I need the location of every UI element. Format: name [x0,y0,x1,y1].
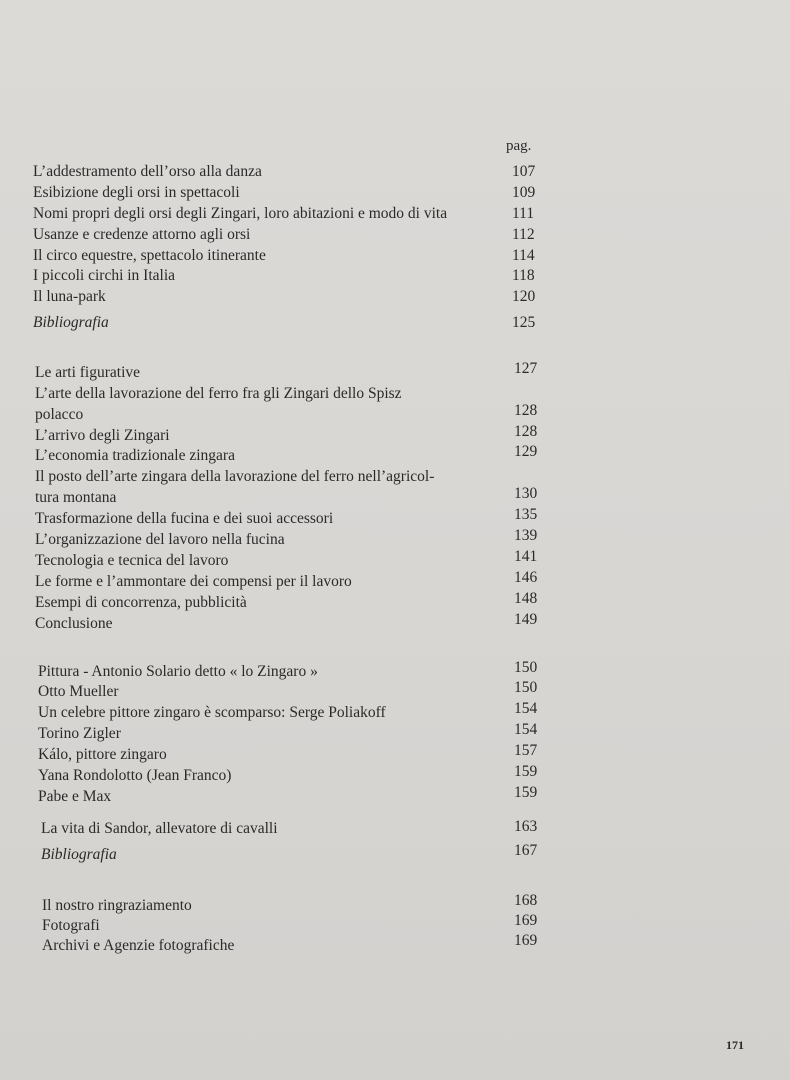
toc-entry [0,611,560,634]
toc-entry-title: Bibliografia [33,314,109,331]
toc-entry-title: Pabe e Max [38,788,112,805]
toc-entry-page: 169 [514,912,538,929]
toc-entry [0,527,560,550]
toc-entry-page: 150 [514,659,538,676]
toc-entry-title: L’economia tradizionale zingara [35,447,235,464]
toc-entry [0,204,560,224]
toc-entry [0,313,560,333]
toc-entry-page: 154 [514,700,538,717]
toc-entry-title: Le forme e l’ammontare dei compensi per il lavoro [35,573,352,590]
toc-entry [0,246,560,266]
toc-entry-page: 139 [514,527,538,544]
toc-entry-page: 128 [514,402,538,419]
toc-entry-title: Yana Rondolotto (Jean Franco) [38,767,232,784]
page-number: 171 [726,1038,744,1052]
toc-entry-page: 111 [512,205,535,222]
toc-entry-page: 135 [514,506,538,523]
toc-entry-page: 112 [512,226,535,243]
toc-entry-page: 128 [514,423,538,440]
toc-entry-page: 149 [514,611,538,628]
toc-entry-title: Fotografi [42,917,100,934]
toc-entry [0,287,560,307]
toc-entry-page: 168 [514,892,538,909]
toc-entry-title: Torino Zigler [38,725,121,742]
toc-entry [0,763,560,786]
toc-entry-page: 169 [514,932,538,949]
toc-entry [0,402,560,425]
toc-entry [0,467,560,487]
toc-entry-title: Bibliografia [41,846,117,863]
toc-entry-page: 148 [514,590,538,607]
toc-entry-title: Il nostro ringraziamento [42,897,192,914]
toc-entry-page: 107 [512,163,536,180]
toc-entry-title: Il luna-park [33,288,106,305]
toc-entry-title: Tecnologia e tecnica del lavoro [35,552,229,569]
toc-entry-page: 130 [514,485,538,502]
toc-entry-page: 125 [512,314,536,331]
toc-entry-page: 129 [514,443,538,460]
toc-entry-page: 159 [514,784,538,801]
toc-entry [0,892,560,916]
toc-entry-title: Nomi propri degli orsi degli Zingari, loro abitazioni e modo di vita [33,205,448,222]
toc-entry [0,842,560,865]
toc-entry-title: Otto Mueller [38,683,119,700]
toc-entry-title: tura montana [35,489,117,506]
toc-entry [0,569,560,592]
toc-entry-page: 118 [512,267,535,284]
toc-entry [0,742,560,765]
toc-entry-title: La vita di Sandor, allevatore di cavalli [41,820,278,837]
toc-entry [0,659,560,682]
toc-entry-page: 127 [514,360,538,377]
toc-entry [0,485,560,508]
toc-entry [0,700,560,723]
toc-entry [0,679,560,702]
toc-entry [0,384,560,404]
toc-entry-title: Pittura - Antonio Solario detto « lo Zingaro » [38,663,318,680]
toc-entry [0,183,560,203]
toc-entry-title: L’arrivo degli Zingari [35,427,170,444]
toc-entry-page: 150 [514,679,538,696]
toc-entry-page: 114 [512,247,535,264]
toc-entry [0,784,560,807]
toc-entry-page: 163 [514,818,538,835]
toc-entry-title: Il circo equestre, spettacolo itinerante [33,247,266,264]
toc-entry-page: 154 [514,721,538,738]
toc-entry-title: Kálo, pittore zingaro [38,746,167,763]
toc-entry [0,360,560,383]
toc-entry-title: Il posto dell’arte zingara della lavorazione del ferro nell’agricol- [35,468,435,485]
toc-entry [0,443,560,466]
toc-entry [0,506,560,529]
toc-entry-page: 167 [514,842,538,859]
toc-entry-title: Un celebre pittore zingaro è scomparso: Serge Poliakoff [38,704,386,721]
toc-entry [0,225,560,245]
toc-entry-title: Conclusione [35,615,113,632]
toc-entry [0,266,560,286]
toc-entry [0,162,560,182]
toc-entry-title: L’addestramento dell’orso alla danza [33,163,262,180]
toc-entry-page: 141 [514,548,538,565]
toc-entry-title: L’organizzazione del lavoro nella fucina [35,531,285,548]
toc-entry [0,912,560,936]
toc-entry-title: Trasformazione della fucina e dei suoi accessori [35,510,334,527]
toc-entry [0,819,560,839]
toc-entry-title: polacco [35,406,84,423]
toc-entry-page: 159 [514,763,538,780]
toc-entry-page: 157 [514,742,538,759]
toc-entry-title: Usanze e credenze attorno agli orsi [33,226,251,243]
toc-entry-title: Le arti figurative [35,364,141,381]
toc-entry-title: I piccoli circhi in Italia [33,267,176,284]
toc-entry-title: Esibizione degli orsi in spettacoli [33,184,240,201]
toc-entry-title: Archivi e Agenzie fotografiche [42,937,235,954]
page-column-header: pag. [506,138,532,154]
toc-entry-title: L’arte della lavorazione del ferro fra gli Zingari dello Spisz [35,385,402,402]
toc-entry-page: 146 [514,569,538,586]
toc-entry-page: 109 [512,184,536,201]
toc-entry [0,548,560,571]
toc-entry-title: Esempi di concorrenza, pubblicità [35,594,247,611]
toc-entry [0,932,560,956]
toc-entry [0,721,560,744]
toc-entry [0,423,560,446]
toc-entry-page: 120 [512,288,536,305]
toc-entry [0,590,560,613]
